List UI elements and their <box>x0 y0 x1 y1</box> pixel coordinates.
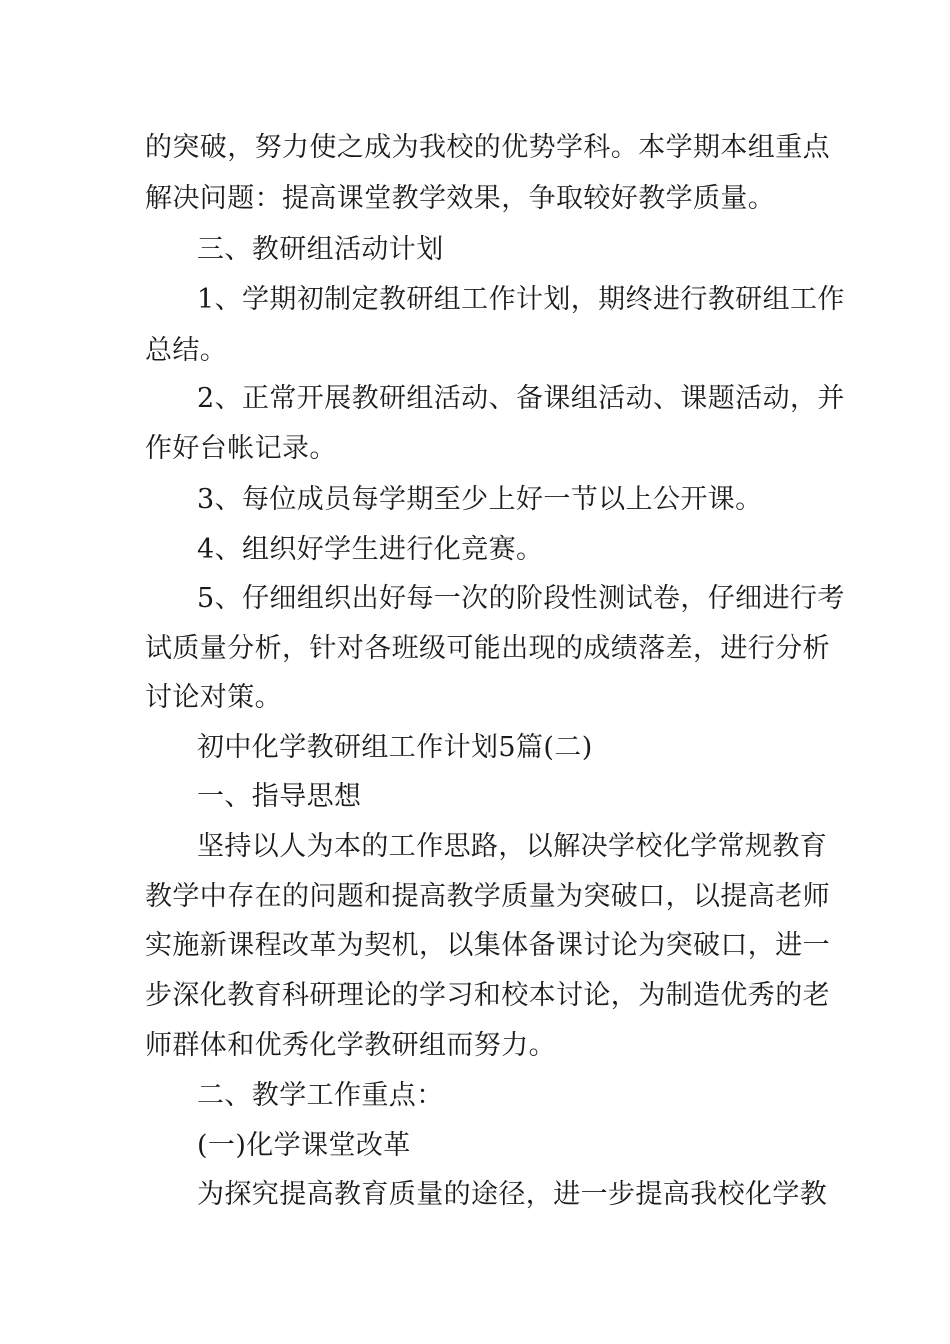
text-line: 试质量分析，针对各班级可能出现的成绩落差，进行分析 <box>145 633 830 664</box>
text-line: 解决问题：提高课堂教学效果，争取较好教学质量。 <box>145 183 776 214</box>
text-line: 师群体和优秀化学教研组而努力。 <box>145 1030 556 1061</box>
section-heading: 一、指导思想 <box>197 781 362 812</box>
text-line: 5、仔细组织出好每一次的阶段性测试卷，仔细进行考 <box>197 583 845 614</box>
subsection-heading: (一)化学课堂改革 <box>197 1130 411 1161</box>
text-line: 1、学期初制定教研组工作计划，期终进行教研组工作 <box>197 284 845 315</box>
section-heading: 三、教研组活动计划 <box>197 234 444 265</box>
text-line: 讨论对策。 <box>145 682 282 713</box>
text-line: 4、组织好学生进行化竞赛。 <box>197 534 544 565</box>
text-line: 步深化教育科研理论的学习和校本讨论，为制造优秀的老 <box>145 980 830 1011</box>
text-line: 的突破，努力使之成为我校的优势学科。本学期本组重点 <box>145 132 830 163</box>
text-line: 为探究提高教育质量的途径，进一步提高我校化学教 <box>197 1179 828 1210</box>
text-line: 教学中存在的问题和提高教学质量为突破口，以提高老师 <box>145 881 830 912</box>
document-subtitle: 初中化学教研组工作计划5篇(二) <box>197 732 593 763</box>
text-line: 总结。 <box>145 335 228 366</box>
text-line: 3、每位成员每学期至少上好一节以上公开课。 <box>197 484 763 515</box>
section-heading: 二、教学工作重点： <box>197 1080 444 1111</box>
text-line: 作好台帐记录。 <box>145 433 337 464</box>
text-line: 2、正常开展教研组活动、备课组活动、课题活动，并 <box>197 383 845 414</box>
text-line: 实施新课程改革为契机，以集体备课讨论为突破口，进一 <box>145 930 830 961</box>
text-line: 坚持以人为本的工作思路，以解决学校化学常规教育 <box>197 831 828 862</box>
